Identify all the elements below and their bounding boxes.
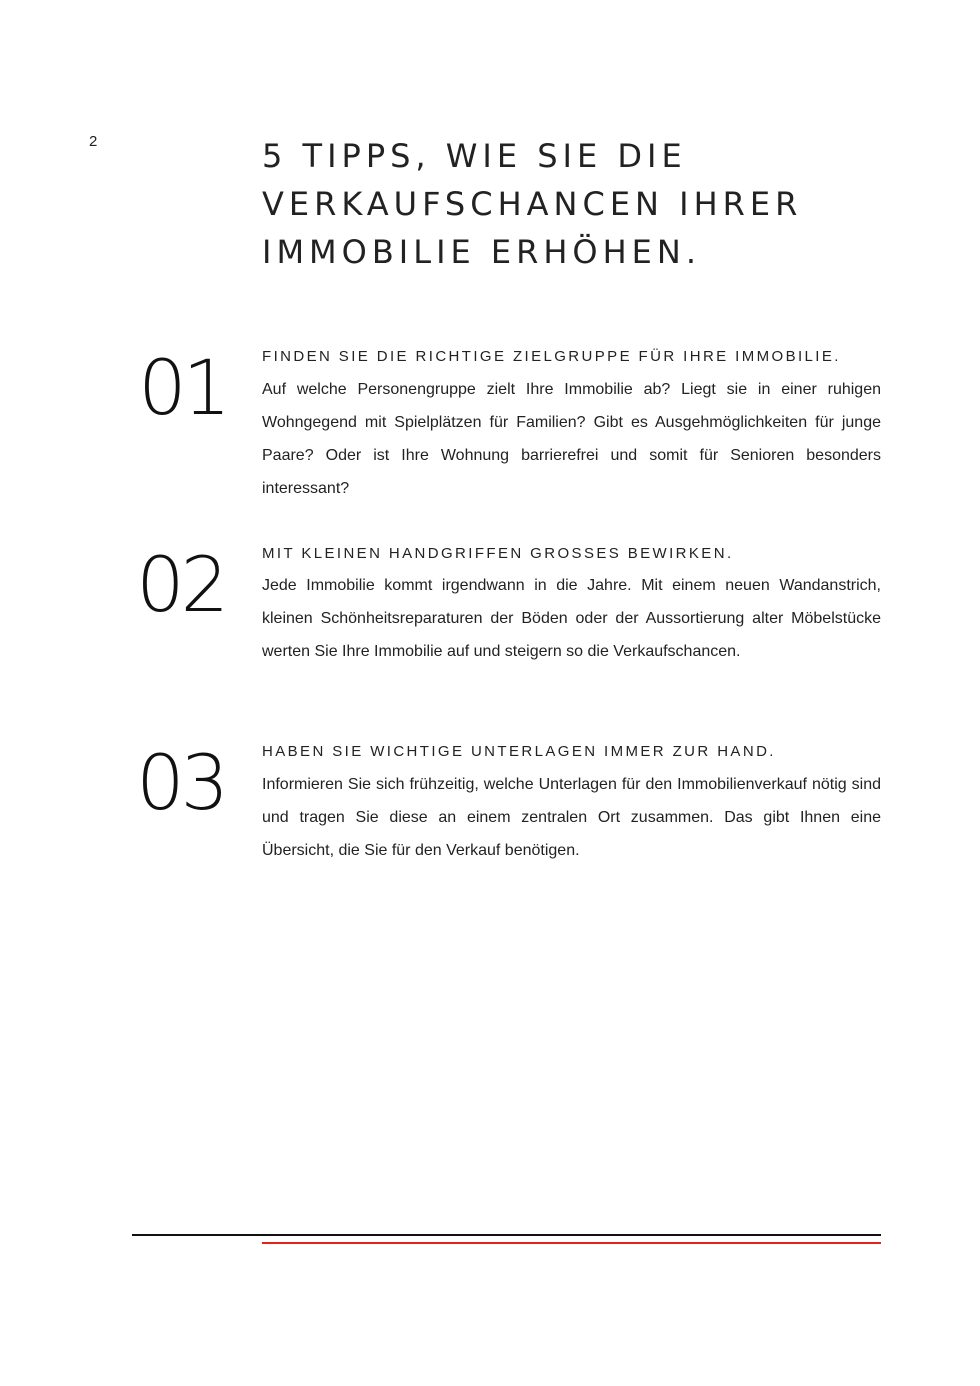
page-title-line-3: IMMOBILIE ERHÖHEN.	[262, 233, 701, 271]
tip-heading: HABEN SIE WICHTIGE UNTERLAGEN IMMER ZUR HAND.	[262, 743, 776, 760]
tip-body: Auf welche Personengruppe zielt Ihre Immobilie ab? Liegt sie in einer ruhigen Wohngegend mit Spielplätzen für Familien? Gibt es Ausgehmöglichkeiten für junge Paare? Oder ist Ihre Wohnung barrierefrei und somit für Senioren besonders interessant?	[262, 381, 881, 497]
tip-number: 01	[138, 343, 227, 432]
footer-rule-red	[262, 1242, 881, 1244]
page-title	[262, 132, 802, 276]
page-title-line-1: 5 TIPPS, WIE SIE DIE	[262, 137, 687, 175]
tip-number: 02	[136, 540, 225, 629]
page-title-line-2: VERKAUFSCHANCEN IHRER	[262, 185, 803, 223]
footer-rule-black	[132, 1234, 881, 1236]
page-number: 2	[89, 133, 98, 150]
tip-body: Informieren Sie sich frühzeitig, welche Unterlagen für den Immobilienverkauf nötig sind und tragen Sie diese an einem zentralen Ort zusammen. Das gibt Ihnen eine Übersicht, die Sie für den Verkauf benötigen.	[262, 776, 881, 859]
tip-heading: MIT KLEINEN HANDGRIFFEN GROSSES BEWIRKEN.	[262, 545, 734, 562]
tip-body: Jede Immobilie kommt irgendwann in die Jahre. Mit einem neuen Wandanstrich, kleinen Schönheitsreparaturen der Böden oder der Aussortierung alter Möbelstücke werten Sie Ihre Immobilie auf und steigern so die Verkaufschancen.	[262, 577, 881, 660]
tip-heading: FINDEN SIE DIE RICHTIGE ZIELGRUPPE FÜR IHRE IMMOBILIE.	[262, 348, 841, 365]
tip-number: 03	[136, 738, 225, 827]
